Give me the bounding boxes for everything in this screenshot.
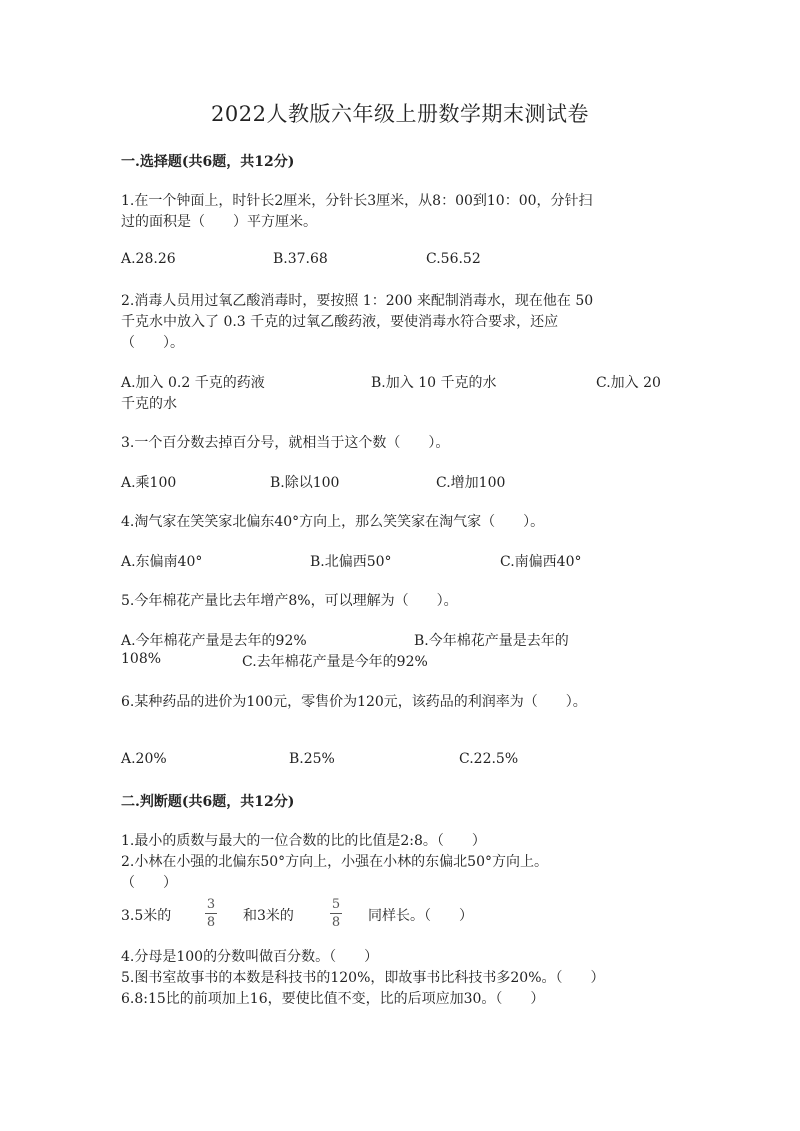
question-6-option-a: A.20%: [121, 751, 167, 767]
question-1-option-a: A.28.26: [121, 251, 176, 267]
fraction-numerator: 3: [206, 897, 216, 912]
question-1-option-b: B.37.68: [273, 251, 328, 267]
question-5-option-a: A.今年棉花产量是去年的92%: [121, 633, 307, 649]
question-2-option-c: C.加入 20: [596, 375, 661, 391]
fraction-denominator: 8: [331, 915, 341, 930]
question-2-line-2: 千克水中放入了 0.3 千克的过氧乙酸药液，要使消毒水符合要求，还应: [121, 314, 559, 330]
judgement-2-line-1: 2.小林在小强的北偏东50°方向上，小强在小林的东偏北50°方向上。: [121, 854, 548, 870]
fraction-bar: [330, 913, 342, 914]
question-3-option-b: B.除以100: [270, 475, 340, 491]
question-5-line-1: 5.今年棉花产量比去年增产8%，可以理解为（ ）。: [121, 593, 458, 609]
question-5-option-c: C.去年棉花产量是今年的92%: [242, 654, 428, 670]
question-6-option-b: B.25%: [289, 751, 335, 767]
question-1-option-c: C.56.52: [426, 251, 481, 267]
question-4-line-1: 4.淘气家在笑笑家北偏东40°方向上，那么笑笑家在淘气家（ ）。: [121, 514, 545, 530]
question-1-line-2: 过的面积是（ ）平方厘米。: [121, 214, 317, 230]
question-2-line-1: 2.消毒人员用过氧乙酸消毒时，要按照 1：200 来配制消毒水，现在他在 50: [121, 293, 594, 309]
question-4-option-b: B.北偏西50°: [310, 554, 392, 570]
judgement-3-part-2: 和3米的: [243, 908, 294, 924]
question-6-line-1: 6.某种药品的进价为100元，零售价为120元，该药品的利润率为（ ）。: [121, 694, 587, 710]
section-heading-judgement: 二.判断题(共6题，共12分): [121, 794, 295, 810]
fraction-bar: [205, 913, 217, 914]
judgement-1: 1.最小的质数与最大的一位合数的比的比值是2:8。（ ）: [121, 833, 486, 849]
question-3-option-a: A.乘100: [121, 475, 177, 491]
question-5-option-b: B.今年棉花产量是去年的: [414, 633, 569, 649]
fraction-three-eighths: [205, 897, 217, 930]
question-2-line-3: （ ）。: [121, 335, 184, 351]
judgement-5: 5.图书室故事书的本数是科技书的120%，即故事书比科技书多20%。（ ）: [121, 970, 605, 986]
judgement-4: 4.分母是100的分数叫做百分数。（ ）: [121, 949, 379, 965]
question-2-option-a: A.加入 0.2 千克的药液: [121, 375, 265, 391]
question-4-option-c: C.南偏西40°: [500, 554, 582, 570]
question-6-option-c: C.22.5%: [459, 751, 519, 767]
question-3-option-c: C.增加100: [436, 475, 506, 491]
question-2-option-c-cont: 千克的水: [121, 396, 177, 412]
fraction-five-eighths: [330, 897, 342, 930]
question-4-option-a: A.东偏南40°: [121, 554, 203, 570]
fraction-numerator: 5: [331, 897, 341, 912]
judgement-2-line-2: （ ）: [121, 875, 177, 891]
question-5-option-b-cont: 108%: [121, 651, 162, 667]
fraction-denominator: 8: [206, 915, 216, 930]
question-2-option-b: B.加入 10 千克的水: [371, 375, 497, 391]
question-1-line-1: 1.在一个钟面上，时针长2厘米，分针长3厘米，从8：00到10：00，分针扫: [121, 193, 593, 209]
section-heading-choice: 一.选择题(共6题，共12分): [121, 154, 295, 170]
page-title: 2022人教版六年级上册数学期末测试卷: [211, 102, 589, 126]
judgement-3-part-1: 3.5米的: [121, 908, 172, 924]
question-3-line-1: 3.一个百分数去掉百分号，就相当于这个数（ ）。: [121, 435, 450, 451]
judgement-6: 6.8:15比的前项加上16，要使比值不变，比的后项应加30。（ ）: [121, 991, 545, 1007]
judgement-3-part-3: 同样长。（ ）: [368, 908, 473, 924]
